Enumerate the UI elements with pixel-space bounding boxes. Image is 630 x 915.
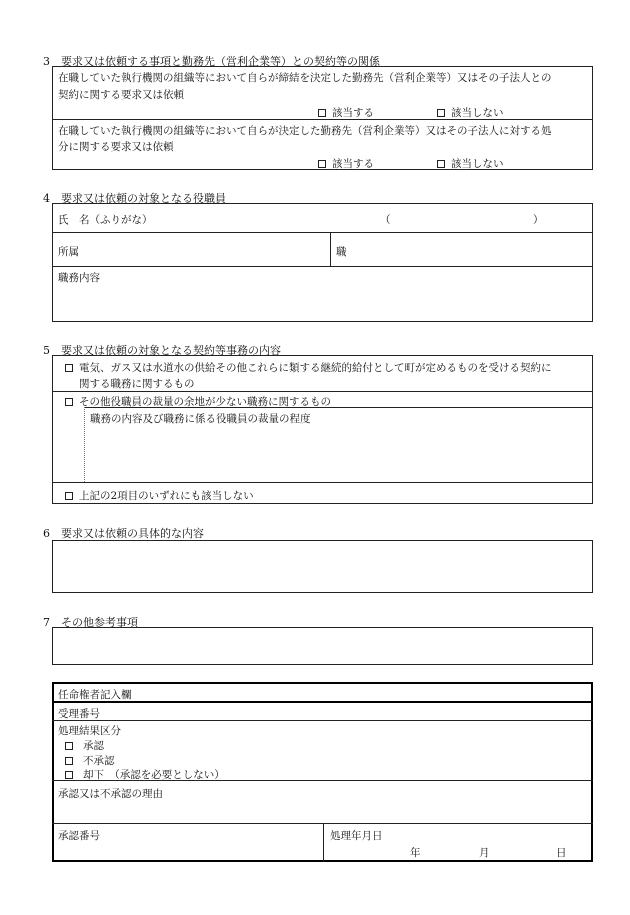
checkbox[interactable]: [65, 742, 73, 750]
checkbox[interactable]: [65, 492, 73, 500]
section-3-row1-line2: 契約に関する要求又は依頼: [58, 89, 184, 101]
opt-reject[interactable]: 却下 （承認を必要としない）: [65, 767, 225, 782]
date-label: 処理年月日: [330, 830, 383, 842]
position-label: 職: [336, 246, 347, 258]
checkbox[interactable]: [65, 771, 73, 779]
section-4-divider-1: [52, 232, 593, 233]
appointer-header-divider: [52, 701, 593, 703]
section-4-col-divider: [330, 232, 331, 266]
name-label: 氏 名（ふりがな）: [58, 214, 153, 226]
section-5-divider-1: [52, 391, 593, 392]
section-3-row1-yes[interactable]: 該当する: [318, 105, 374, 120]
checkbox[interactable]: [65, 398, 73, 406]
appointer-header: 任命権者記入欄: [58, 689, 132, 701]
section-5-divider-2: [52, 482, 593, 483]
section-5-opt2[interactable]: その他役職員の裁量の余地が少ない職務に関するもの: [65, 394, 331, 409]
date-month: 月: [479, 847, 490, 859]
section-3-row2-line1: 在職していた執行機関の組織等において自らが決定した勤務先（営利企業等）又はその子法人に対する処: [58, 125, 552, 137]
checkbox[interactable]: [437, 109, 445, 117]
appointer-col-divider: [323, 823, 324, 862]
checkbox[interactable]: [65, 757, 73, 765]
section-7-title: 7 その他参考事項: [43, 616, 138, 629]
section-3-row1-no[interactable]: 該当しない: [437, 105, 504, 120]
section-5-subbox-left: [84, 407, 85, 482]
section-5-title: 5 要求又は依頼の対象となる契約等事務の内容: [43, 344, 281, 357]
name-paren-open: （: [380, 214, 391, 226]
checkbox[interactable]: [437, 160, 445, 168]
section-6-title: 6 要求又は依頼の具体的な内容: [43, 527, 204, 540]
affiliation-label: 所属: [58, 246, 79, 258]
duties-label: 職務内容: [58, 272, 100, 284]
reason-label: 承認又は不承認の理由: [58, 788, 163, 800]
checkbox[interactable]: [318, 160, 326, 168]
section-5-opt1-line1[interactable]: 電気、ガス又は水道水の供給その他これらに類する継続的給付として町が定めるものを受ける契約に: [65, 360, 552, 375]
section-5-opt2-sub: 職務の内容及び職務に係る役職員の裁量の程度: [90, 413, 311, 425]
section-4-title: 4 要求又は依頼の対象となる役職員: [43, 192, 226, 205]
checkbox[interactable]: [65, 364, 73, 372]
opt-disapprove[interactable]: 不承認: [65, 753, 115, 768]
appointer-divider-2: [52, 780, 593, 781]
section-3-title: 3 要求又は依頼する事項と勤務先（営利企業等）との契約等の関係: [43, 55, 380, 68]
section-5-opt1-line2: 関する職務に関するもの: [79, 378, 195, 390]
section-4-divider-2: [52, 266, 593, 267]
opt-approve[interactable]: 承認: [65, 738, 104, 753]
appointer-divider-1: [52, 720, 593, 721]
date-year: 年: [410, 847, 421, 859]
date-day: 日: [556, 847, 567, 859]
name-paren-close: ）: [533, 214, 544, 226]
section-3-row2-line2: 分に関する要求又は依頼: [58, 141, 174, 153]
section-7-box[interactable]: [52, 627, 593, 665]
checkbox[interactable]: [318, 109, 326, 117]
approval-no-label: 承認番号: [58, 830, 100, 842]
section-3-row2-no[interactable]: 該当しない: [437, 156, 504, 171]
section-3-row1-line1: 在職していた執行機関の組織等において自らが締結を決定した勤務先（営利企業等）又はその子法人との: [58, 72, 552, 84]
section-5-opt3[interactable]: 上記の2項目のいずれにも該当しない: [65, 488, 254, 503]
section-3-row2-yes[interactable]: 該当する: [318, 156, 374, 171]
section-6-box[interactable]: [52, 540, 593, 593]
receipt-no-label: 受理番号: [58, 708, 100, 720]
result-label: 処理結果区分: [58, 725, 121, 737]
